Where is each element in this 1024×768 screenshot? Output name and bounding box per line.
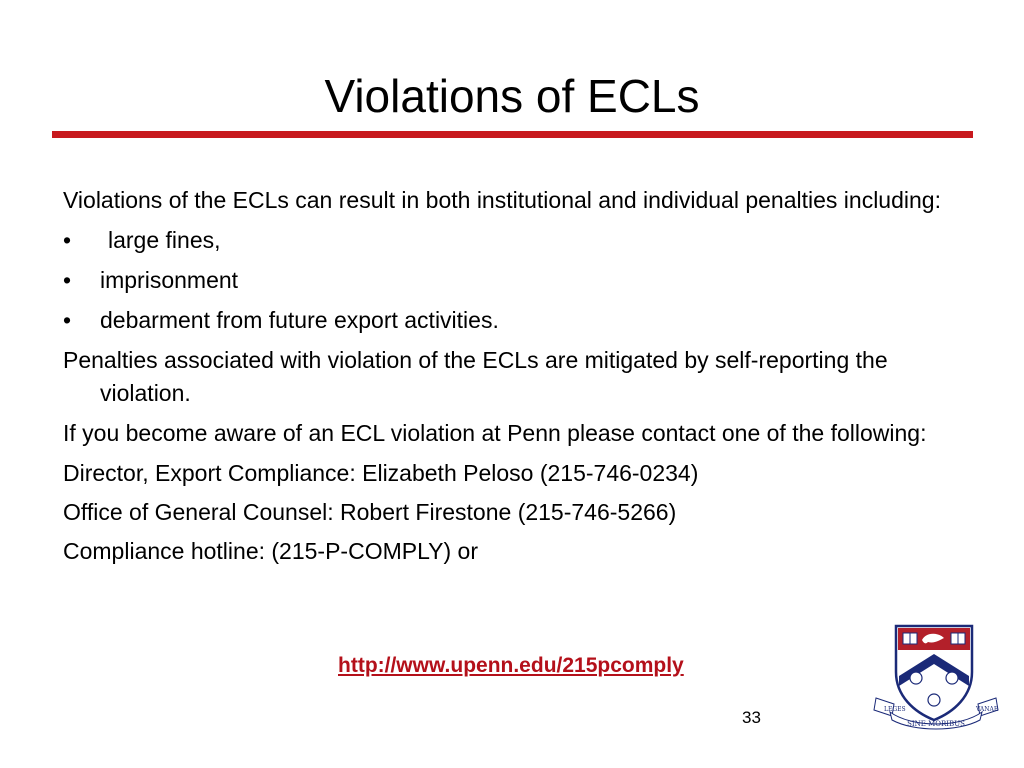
bullet-glyph: • <box>63 267 72 293</box>
page-number: 33 <box>742 708 761 727</box>
bullet-glyph: • <box>63 227 72 253</box>
contact-intro-paragraph: If you become aware of an ECL violation at Penn please contact one of the following: <box>63 420 927 446</box>
bullet-text: imprisonment <box>100 267 239 293</box>
slide-title: Violations of ECLs <box>324 70 700 122</box>
bullet-text: large fines, <box>108 227 221 253</box>
slide-body <box>63 184 973 574</box>
logo-ribbon-left: LEGES <box>884 706 906 713</box>
contact-general-counsel: Office of General Counsel: Robert Firestone (215-746-5266) <box>63 499 677 525</box>
bullet-item <box>63 224 973 257</box>
logo-ribbon-right: VANAE <box>976 706 999 713</box>
logo-motto: SINE MORIBUS <box>907 720 965 728</box>
bullet-item <box>63 264 973 297</box>
contact-export-compliance: Director, Export Compliance: Elizabeth Peloso (215-746-0234) <box>63 460 699 486</box>
intro-paragraph: Violations of the ECLs can result in both institutional and individual penalties including: <box>63 187 941 213</box>
penn-shield-logo <box>872 620 1000 730</box>
bullet-text: debarment from future export activities. <box>100 307 499 333</box>
mitigation-paragraph: Penalties associated with violation of the ECLs are mitigated by self-reporting the violation. <box>63 347 888 406</box>
bullet-glyph: • <box>63 307 72 333</box>
hotline-link[interactable]: http://www.upenn.edu/215pcomply <box>338 654 684 677</box>
contact-hotline: Compliance hotline: (215-P-COMPLY) or <box>63 538 479 564</box>
bullet-item <box>63 304 973 337</box>
title-divider <box>52 131 973 138</box>
